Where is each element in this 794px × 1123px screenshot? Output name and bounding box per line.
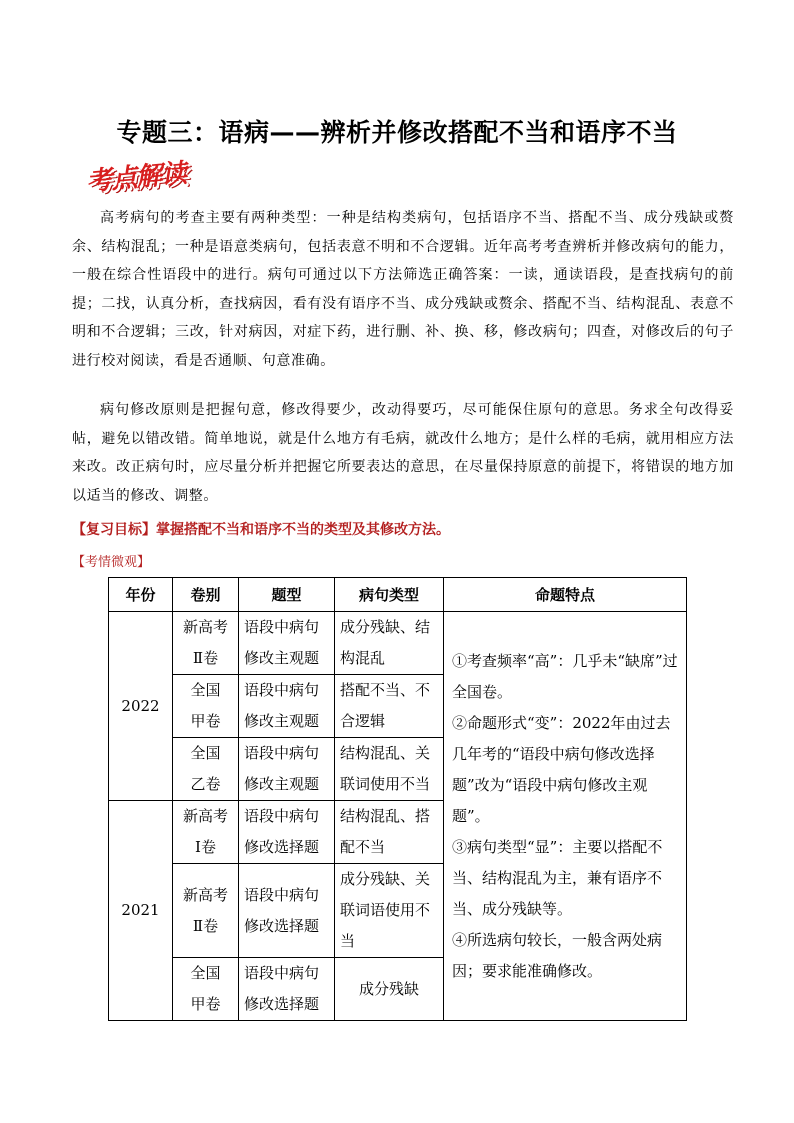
paper-line: 甲卷: [190, 712, 221, 730]
table-header-row: [109, 578, 687, 612]
paper-cell: [173, 801, 239, 864]
paper-line: 全国: [190, 744, 221, 762]
paper-line: 乙卷: [190, 775, 221, 793]
paper-line: 全国: [190, 681, 221, 699]
intro-paragraph-2: 病句修改原则是把握句意，修改得要少，改动得要巧，尽可能保住原句的意思。务求全句改得妥帖，避免以错改错。简单地说，就是什么地方有毛病，就改什么地方；是什么样的毛病，就用相应方法来改。改正病句时，应尽量分析并把握它所要表达的意思，在尽量保持原意的前提下，将错误的地方加以适当的修改、调整。: [72, 402, 734, 504]
header-question-type: 题型: [239, 578, 335, 612]
error-line: 成分残缺、结: [340, 618, 431, 636]
error-type-cell: [335, 612, 444, 675]
paper-cell: [173, 958, 239, 1021]
header-error-type: 病句类型: [335, 578, 444, 612]
year-cell: 2022: [109, 612, 173, 801]
error-type-cell: [335, 864, 444, 958]
paper-line: 全国: [190, 964, 221, 982]
feature-item: ②命题形式“变”：2022年由过去几年考的“语段中病句修改选择题”改为“语段中病句修改主观题”。: [452, 713, 671, 825]
paper-cell: [173, 738, 239, 801]
question-type-cell: [239, 801, 335, 864]
type-line: 语段中病句: [244, 885, 320, 904]
paper-line: Ⅱ卷: [192, 916, 219, 935]
section-tag: 考点解读: [85, 158, 188, 198]
table-row: [109, 612, 687, 675]
type-line: 语段中病句: [244, 964, 320, 982]
type-line: 修改主观题: [244, 712, 320, 730]
page-title: 专题三：语病——辨析并修改搭配不当和语序不当: [116, 118, 678, 147]
paper-line: 新高考: [182, 807, 228, 825]
type-line: 语段中病句: [244, 744, 320, 762]
question-type-cell: [239, 958, 335, 1021]
paper-line: Ⅱ卷: [192, 649, 219, 667]
error-type-cell: [335, 738, 444, 801]
header-paper: 卷别: [173, 578, 239, 612]
exam-analysis-table: [108, 577, 687, 1021]
type-line: 修改主观题: [244, 775, 320, 793]
type-line: 语段中病句: [244, 807, 320, 825]
review-goal-label: 【复习目标】: [72, 522, 156, 538]
question-type-cell: [239, 675, 335, 738]
paper-line: 甲卷: [190, 995, 221, 1013]
error-type-cell: [335, 801, 444, 864]
error-line: 结构混乱、搭: [340, 807, 431, 825]
error-type-cell: 成分残缺: [335, 958, 444, 1021]
paper-line: 新高考: [182, 885, 228, 904]
feature-item: ①考查频率“高”：几乎未“缺席”过全国卷。: [452, 651, 678, 701]
type-line: 语段中病句: [244, 681, 320, 699]
question-type-cell: [239, 612, 335, 675]
error-line: 成分残缺、关: [340, 870, 431, 888]
header-year: 年份: [109, 578, 173, 612]
paper-cell: [173, 864, 239, 958]
review-goal-text: 掌握搭配不当和语序不当的类型及其修改方法。: [156, 522, 450, 538]
intro-paragraph-1: 高考病句的考查主要有两种类型：一种是结构类病句，包括语序不当、搭配不当、成分残缺或赘余、结构混乱；一种是语意类病句，包括表意不明和不合逻辑。近年高考考查辨析并修改病句的能力，一般在综合性语段中的进行。病句可通过以下方法筛选正确答案：一读，通读语段，是查找病句的前提；二找，认真分析，查找病因，看有没有语序不当、成分残缺或赘余、搭配不当、结构混乱、表意不明和不合逻辑；三改，针对病因，对症下药，进行删、补、换、移，修改病句；四查，对修改后的句子进行校对阅读，看是否通顺、句意准确。: [72, 210, 734, 369]
error-line: 结构混乱、关: [340, 744, 431, 762]
paper-cell: [173, 675, 239, 738]
header-features: 命题特点: [444, 578, 687, 612]
year-cell: 2021: [109, 801, 173, 1021]
type-line: 修改选择题: [244, 995, 320, 1013]
error-line: 合逻辑: [340, 712, 386, 730]
review-goal: [72, 519, 450, 539]
type-line: 修改选择题: [244, 838, 320, 856]
error-line: 联词语使用不: [340, 901, 431, 919]
error-line: 配不当: [340, 838, 386, 856]
error-line: 当: [340, 932, 356, 950]
feature-item: ④所选病句较长，一般含两处病因；要求能准确修改。: [452, 930, 663, 980]
error-line: 联词使用不当: [340, 775, 431, 793]
paper-line: Ⅰ卷: [195, 838, 216, 856]
type-line: 修改选择题: [244, 916, 320, 935]
error-line: 搭配不当、不: [340, 681, 431, 699]
type-line: 修改主观题: [244, 649, 320, 667]
kaoqing-label: 【考情微观】: [72, 555, 151, 570]
error-type-cell: [335, 675, 444, 738]
feature-item: ③病句类型“显”：主要以搭配不当、结构混乱为主，兼有语序不当、成分残缺等。: [452, 837, 663, 918]
paper-line: 新高考: [182, 618, 228, 636]
paper-cell: [173, 612, 239, 675]
question-type-cell: [239, 864, 335, 958]
question-type-cell: [239, 738, 335, 801]
error-line: 构混乱: [340, 649, 386, 667]
type-line: 语段中病句: [244, 618, 320, 636]
features-cell: [444, 612, 687, 1021]
